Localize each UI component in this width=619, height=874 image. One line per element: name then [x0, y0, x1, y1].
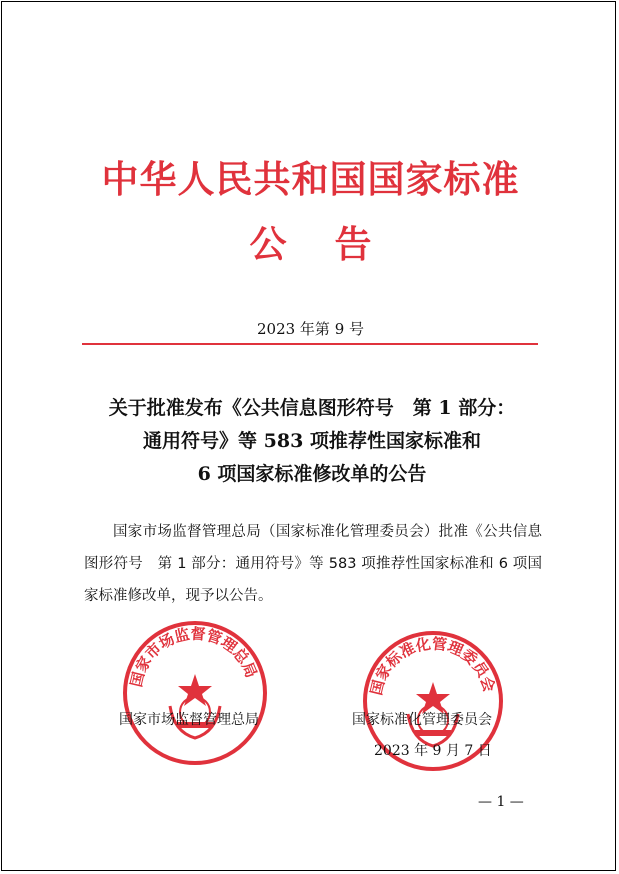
page-number: — 1 —	[478, 794, 524, 810]
document-title-line: 6 项国家标准修改单的公告	[197, 463, 427, 485]
right-signatory: 国家标准化管理委员会	[352, 712, 492, 728]
right-seal-text: 国家标准化管理委员会	[367, 634, 499, 697]
header-title: 中华人民共和国国家标准	[101, 157, 520, 201]
left-seal-text: 国家市场监督管理总局	[127, 624, 261, 689]
issue-number: 2023 年第 9 号	[256, 320, 365, 338]
body-paragraph: 国家市场监督管理总局（国家标准化管理委员会）批准《公共信息图形符号 第 1 部分：通用符号》等 583 项推荐性国家标准和 6 项国家标准修改单，现予以公告。	[84, 524, 542, 604]
document-title-line: 关于批准发布《公共信息图形符号 第 1 部分：	[108, 397, 516, 419]
left-official-seal	[122, 620, 268, 766]
document-title-line: 通用符号》等 583 项推荐性国家标准和	[143, 430, 481, 452]
body-text	[84, 516, 542, 612]
document-title	[62, 392, 562, 491]
issue-date: 2023 年 9 月 7 日	[374, 743, 492, 759]
document-page	[1, 1, 616, 871]
header-subtitle: 公告	[249, 222, 420, 266]
left-signatory: 国家市场监督管理总局	[119, 712, 259, 728]
header-divider	[82, 343, 538, 345]
